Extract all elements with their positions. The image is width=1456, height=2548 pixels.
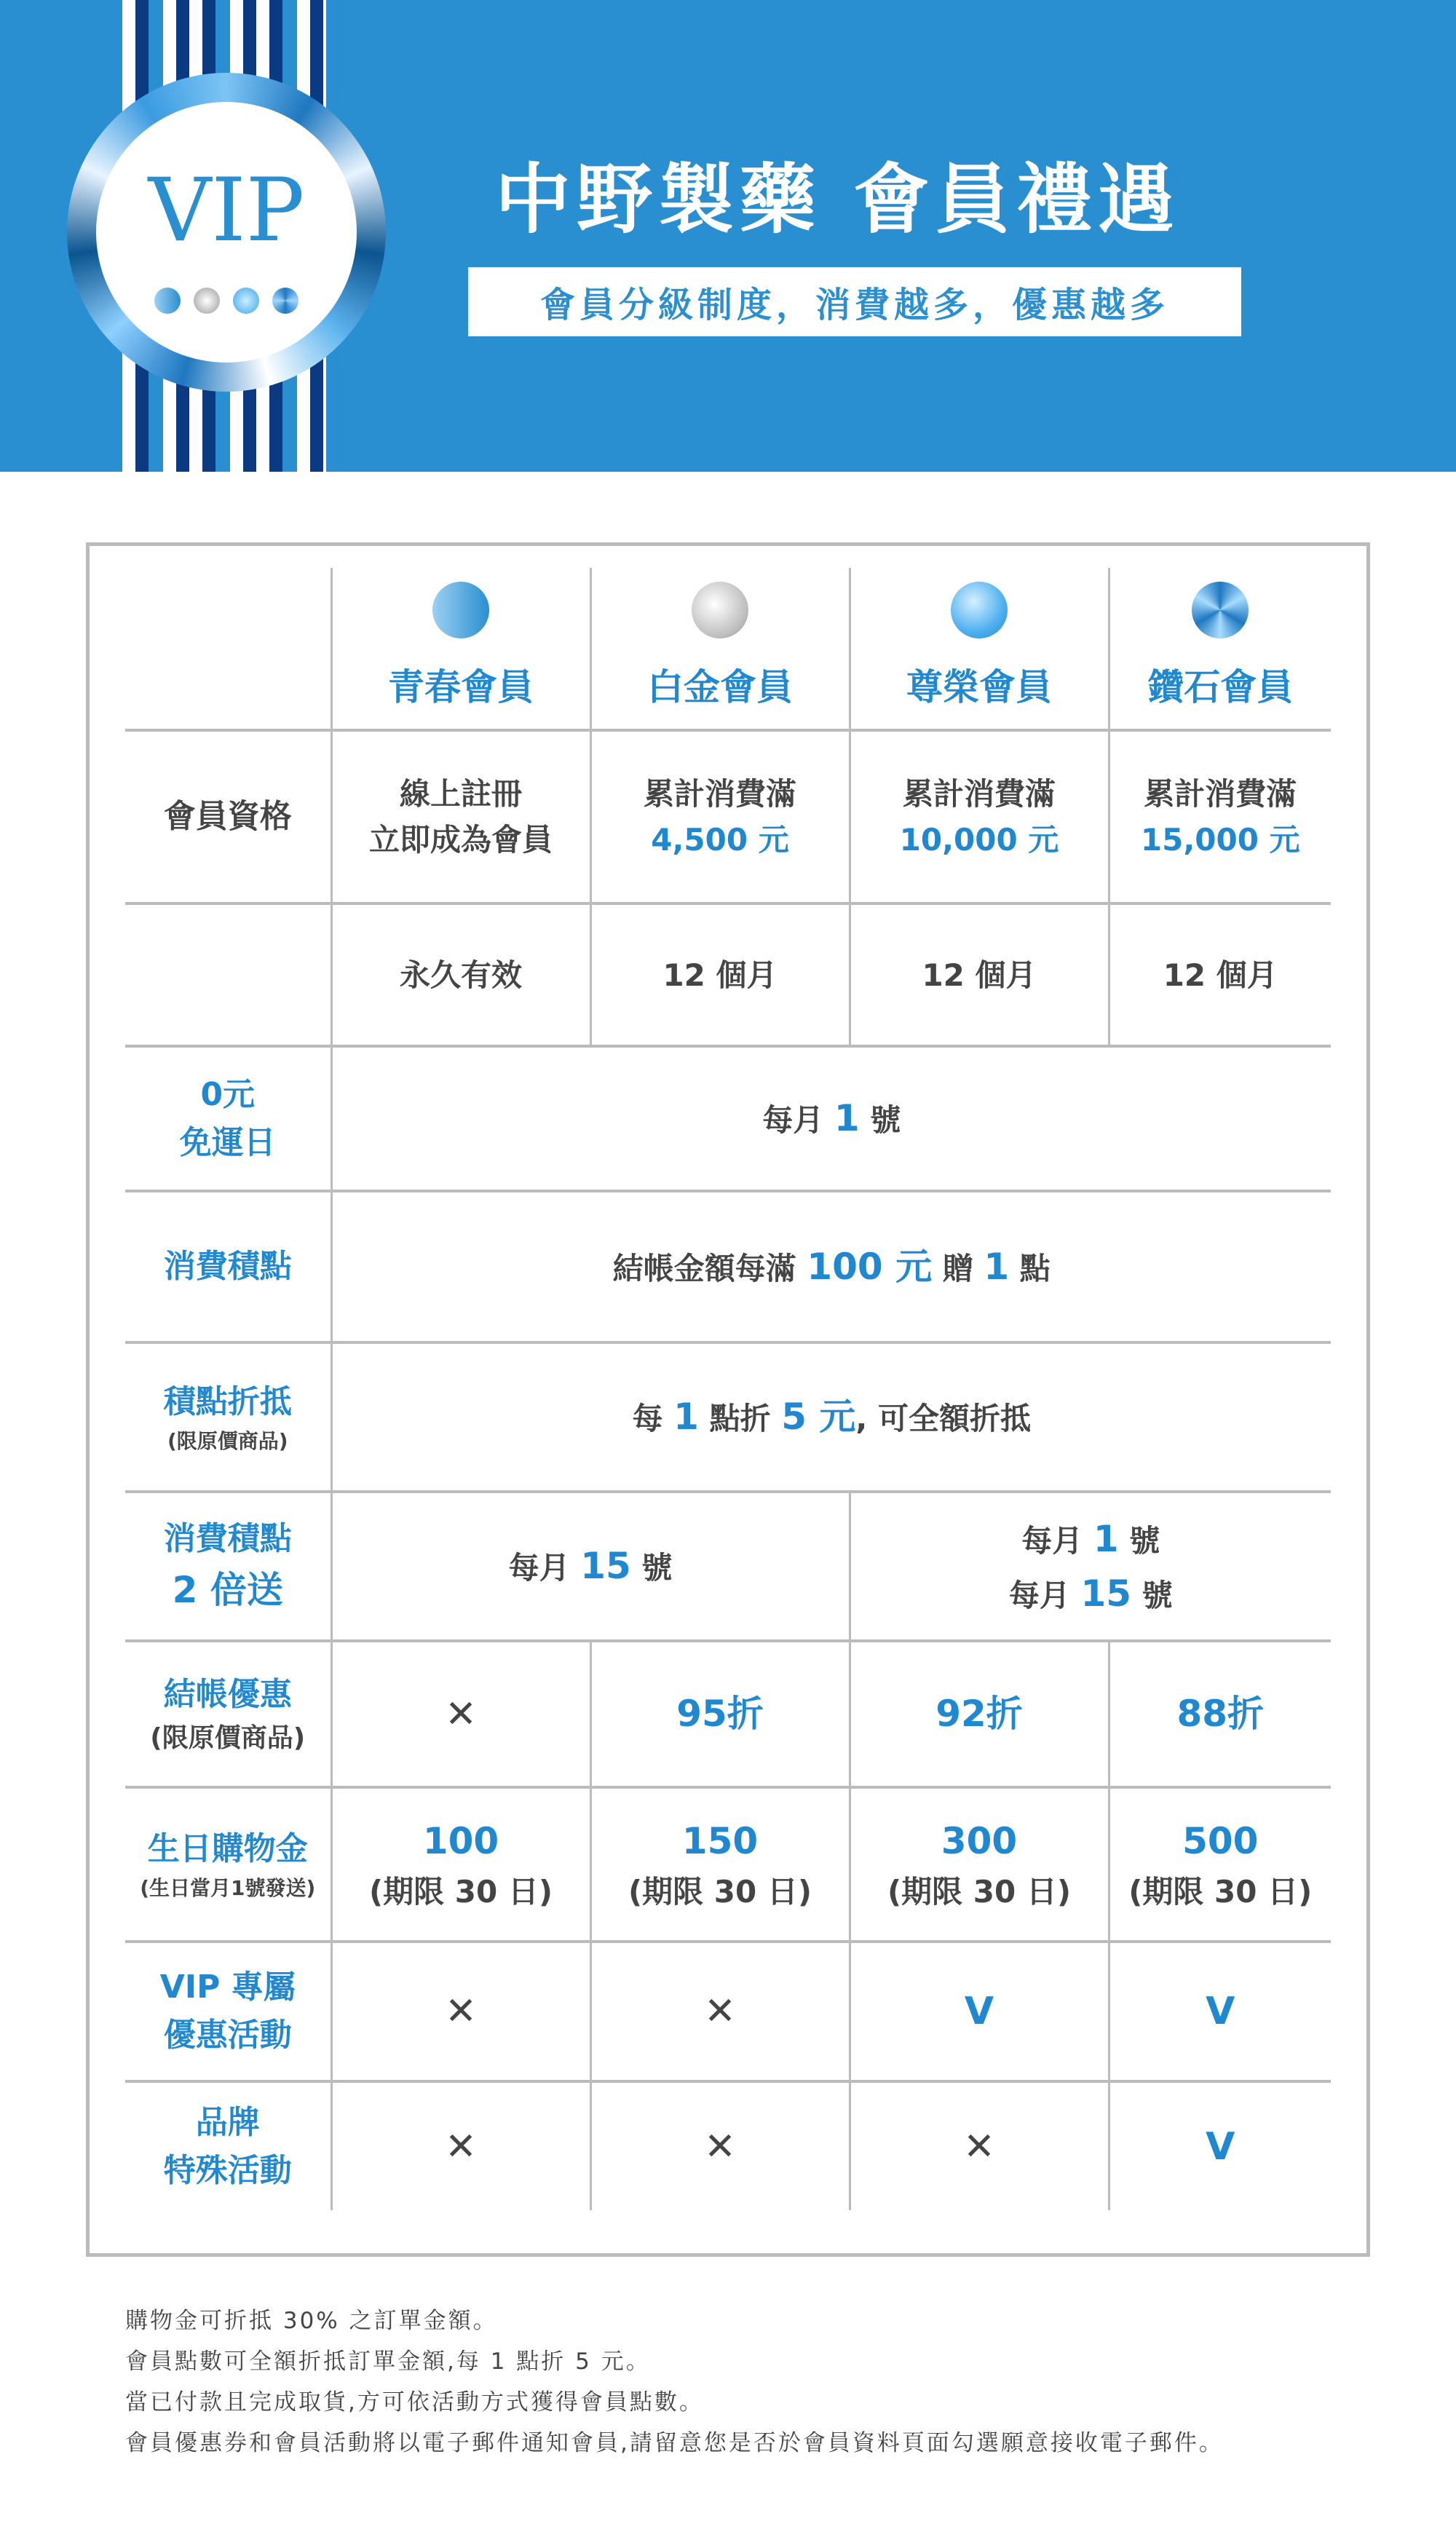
tier-name: 青春會員 bbox=[388, 666, 534, 708]
cell-text: 結帳金額每滿 bbox=[612, 1250, 796, 1286]
table-row bbox=[125, 1492, 1331, 1641]
row-label: 積點折抵 bbox=[163, 1382, 292, 1420]
cell-text: 號 bbox=[1129, 1522, 1160, 1559]
table-row bbox=[125, 1191, 1331, 1342]
header-banner bbox=[0, 0, 1456, 472]
cell-text: 每 bbox=[632, 1401, 663, 1436]
cell-value: 1 bbox=[834, 1097, 860, 1139]
cell-value: 1 bbox=[673, 1396, 699, 1438]
cross-icon: ✕ bbox=[590, 2081, 850, 2210]
cross-icon: ✕ bbox=[850, 2081, 1109, 2210]
cell-text: 號 bbox=[1142, 1577, 1173, 1613]
blue-gem-icon bbox=[432, 582, 489, 638]
cell-value: 10,000 元 bbox=[899, 822, 1059, 858]
page-subtitle: 會員分級制度，消費越多，優惠越多 bbox=[468, 267, 1241, 336]
cell-value: 4,500 元 bbox=[651, 822, 789, 858]
cross-icon: ✕ bbox=[331, 1641, 590, 1787]
cross-icon: ✕ bbox=[331, 2081, 590, 2210]
cell-text: 累計消費滿 bbox=[1144, 776, 1297, 812]
row-label: 品牌 bbox=[195, 2103, 260, 2141]
cell-text: (期限 30 日) bbox=[628, 1874, 812, 1910]
table-row bbox=[125, 903, 1331, 1046]
footnotes bbox=[125, 2300, 1224, 2464]
cell-text: 立即成為會員 bbox=[368, 822, 553, 858]
footnote: 當已付款且完成取貨,方可依活動方式獲得會員點數。 bbox=[125, 2389, 704, 2416]
row-label: 優惠活動 bbox=[163, 2017, 292, 2054]
table-row bbox=[125, 1942, 1331, 2081]
cross-icon: ✕ bbox=[331, 1942, 590, 2081]
row-label: 結帳優惠 bbox=[163, 1675, 292, 1713]
diamond-icon bbox=[1192, 582, 1249, 638]
footnote: 會員優惠券和會員活動將以電子郵件通知會員,請留意您是否於會員資料頁面勾選願意接收電子郵件。 bbox=[125, 2430, 1224, 2456]
cell-text: 點 bbox=[1019, 1250, 1051, 1286]
row-label: 特殊活動 bbox=[163, 2151, 292, 2189]
cell-text: 12 個月 bbox=[850, 903, 1109, 1046]
cell-value: 92折 bbox=[850, 1641, 1109, 1787]
cell-value: 500 bbox=[1182, 1820, 1259, 1862]
tier-header-row bbox=[125, 568, 1331, 730]
platinum-gem-icon bbox=[692, 582, 748, 638]
cell-value: 15,000 元 bbox=[1140, 822, 1300, 858]
footnote: 購物金可折抵 30% 之訂單金額。 bbox=[125, 2308, 498, 2334]
cell-text: 線上註冊 bbox=[399, 776, 522, 812]
row-label: 消費積點 bbox=[163, 1520, 292, 1557]
cell-value: 100 bbox=[422, 1820, 499, 1862]
page-title: 中野製藥 會員禮遇 bbox=[495, 154, 1180, 244]
cell-value: 88折 bbox=[1109, 1641, 1331, 1787]
row-note: (限原價商品) bbox=[150, 1722, 306, 1753]
cell-text: 每月 bbox=[1021, 1522, 1083, 1559]
row-label: 2 倍送 bbox=[172, 1569, 283, 1611]
vip-badge bbox=[67, 73, 386, 392]
cell-text: 號 bbox=[641, 1550, 673, 1586]
cell-text: 每月 bbox=[1008, 1577, 1070, 1613]
table-row bbox=[125, 2081, 1331, 2210]
row-label: 免運日 bbox=[179, 1123, 276, 1161]
cell-value: 5 元 bbox=[781, 1396, 856, 1438]
row-label: 0元 bbox=[200, 1075, 256, 1113]
cell-text: (期限 30 日) bbox=[368, 1874, 553, 1910]
check-icon: V bbox=[1109, 1942, 1331, 2081]
platinum-gem-icon bbox=[194, 288, 220, 314]
cell-text: (期限 30 日) bbox=[887, 1874, 1072, 1910]
row-label: 會員資格 bbox=[125, 730, 331, 903]
table-row bbox=[125, 1342, 1331, 1492]
cell-text: 12 個月 bbox=[1109, 903, 1331, 1046]
table-row bbox=[125, 1787, 1331, 1942]
diamond-icon bbox=[272, 288, 298, 314]
cell-text: 永久有效 bbox=[331, 903, 590, 1046]
cell-text: 每月 bbox=[762, 1102, 824, 1138]
cell-value: 15 bbox=[580, 1545, 631, 1587]
blue-gem-icon bbox=[154, 288, 181, 314]
table-row bbox=[125, 1641, 1331, 1787]
check-icon: V bbox=[850, 1942, 1109, 2081]
tier-name: 白金會員 bbox=[647, 666, 793, 708]
cell-value: 300 bbox=[941, 1820, 1018, 1862]
cell-text: 每月 bbox=[508, 1550, 570, 1586]
vip-badge-text: VIP bbox=[148, 160, 305, 261]
cell-value: 100 元 bbox=[807, 1245, 933, 1288]
cell-value: 1 bbox=[984, 1245, 1010, 1288]
table-row bbox=[125, 730, 1331, 903]
cell-text: 號 bbox=[870, 1102, 901, 1138]
cell-text: 累計消費滿 bbox=[643, 776, 796, 812]
membership-table bbox=[125, 568, 1331, 2210]
cell-text: 累計消費滿 bbox=[902, 776, 1056, 812]
cell-value: 1 bbox=[1093, 1517, 1119, 1560]
cell-text: , 可全額折抵 bbox=[855, 1401, 1031, 1436]
sky-gem-icon bbox=[233, 288, 259, 314]
row-label: VIP 專屬 bbox=[159, 1969, 296, 2006]
cell-value: 150 bbox=[681, 1820, 759, 1862]
row-label: 消費積點 bbox=[125, 1191, 331, 1342]
cell-text: (期限 30 日) bbox=[1128, 1874, 1313, 1910]
cell-text: 12 個月 bbox=[590, 903, 850, 1046]
row-note: (限原價商品) bbox=[167, 1428, 288, 1453]
table-row bbox=[125, 1046, 1331, 1191]
row-label: 生日購物金 bbox=[147, 1830, 308, 1867]
sky-gem-icon bbox=[951, 582, 1008, 638]
tier-name: 尊榮會員 bbox=[906, 666, 1052, 708]
cell-text: 贈 bbox=[942, 1250, 973, 1286]
footnote: 會員點數可全額折抵訂單金額,每 1 點折 5 元。 bbox=[125, 2349, 651, 2375]
row-note: (生日當月1號發送) bbox=[140, 1876, 316, 1900]
check-icon: V bbox=[1109, 2081, 1331, 2210]
tier-name: 鑽石會員 bbox=[1147, 666, 1294, 708]
cell-text: 點折 bbox=[709, 1401, 771, 1436]
cross-icon: ✕ bbox=[590, 1942, 850, 2081]
cell-value: 15 bbox=[1080, 1572, 1132, 1615]
cell-value: 95折 bbox=[590, 1641, 850, 1787]
